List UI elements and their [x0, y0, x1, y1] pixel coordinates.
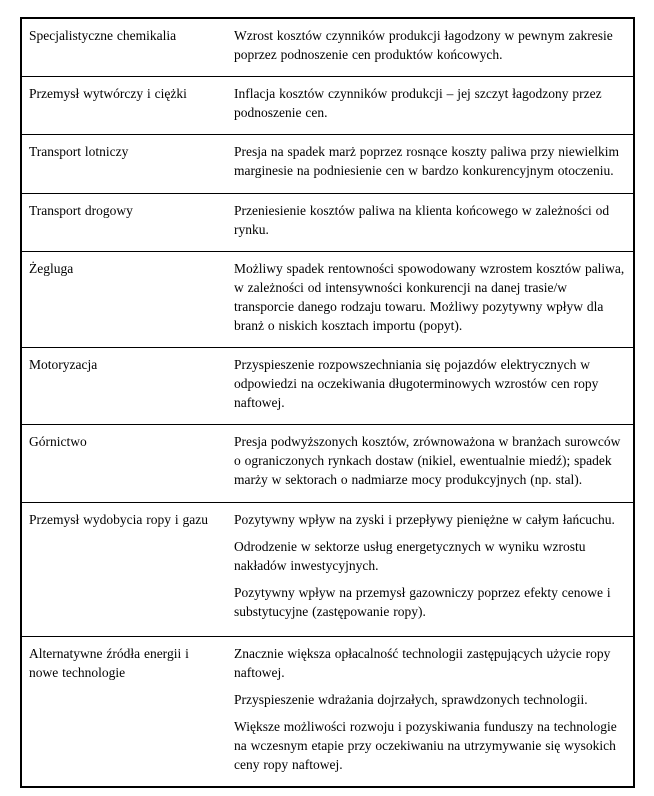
impact-paragraph: Większe możliwości rozwoju i pozyskiwania funduszy na technologie na wczesnym etapie przy oczekiwaniu na utrzymywanie się wysokich ceny ropy naftowej.	[234, 719, 617, 772]
industry-label: Przemysł wytwórczy i ciężki	[29, 86, 187, 101]
industry-impact-table	[20, 17, 635, 788]
impact-paragraph: Znacznie większa opłacalność technologii zastępujących użycie ropy naftowej.	[234, 646, 611, 680]
impact-paragraph: Możliwy spadek rentowności spowodowany wzrostem kosztów paliwa, w zależności od intensywności konkurencji na danej trasie/w transporcie danego rodzaju towaru. Możliwy pozytywny wpływ dla branż o niskich kosztach importu (popyt).	[234, 261, 625, 333]
impact-cell	[227, 503, 634, 637]
impact-cell	[227, 425, 634, 503]
impact-paragraph: Przeniesienie kosztów paliwa na klienta końcowego w zależności od rynku.	[234, 203, 610, 237]
impact-paragraph: Inflacja kosztów czynników produkcji – jej szczyt łagodzony przez podnoszenie cen.	[234, 86, 602, 120]
industry-cell	[21, 503, 227, 637]
table-row	[21, 77, 634, 135]
table-row	[21, 194, 634, 252]
industry-label: Żegluga	[29, 261, 74, 276]
impact-paragraph: Przyspieszenie wdrażania dojrzałych, sprawdzonych technologii.	[234, 692, 588, 707]
impact-cell	[227, 252, 634, 348]
industry-label: Przemysł wydobycia ropy i gazu	[29, 512, 208, 527]
industry-cell	[21, 348, 227, 425]
industry-label: Transport lotniczy	[29, 144, 129, 159]
impact-paragraph: Odrodzenie w sektorze usług energetycznych w wyniku wzrostu nakładów inwestycyjnych.	[234, 539, 586, 573]
industry-label: Motoryzacja	[29, 357, 98, 372]
table-row	[21, 503, 634, 637]
industry-label: Transport drogowy	[29, 203, 133, 218]
impact-cell	[227, 135, 634, 194]
impact-cell	[227, 348, 634, 425]
impact-paragraph: Przyspieszenie rozpowszechniania się pojazdów elektrycznych w odpowiedzi na oczekiwania długoterminowych wzrostów cen ropy naftowej.	[234, 357, 599, 410]
industry-cell	[21, 425, 227, 503]
industry-cell	[21, 194, 227, 252]
table-row	[21, 135, 634, 194]
industry-label: Specjalistyczne chemikalia	[29, 28, 177, 43]
table-row	[21, 637, 634, 788]
industry-label: Górnictwo	[29, 434, 87, 449]
impact-cell	[227, 194, 634, 252]
industry-cell	[21, 18, 227, 77]
impact-cell	[227, 18, 634, 77]
impact-paragraph: Pozytywny wpływ na przemysł gazowniczy poprzez efekty cenowe i substytucyjne (zastępowanie ropy).	[234, 585, 611, 619]
industry-cell	[21, 77, 227, 135]
impact-paragraph: Presja na spadek marż poprzez rosnące koszty paliwa przy niewielkim marginesie na podniesienie cen w bardzo konkurencyjnym otoczeniu.	[234, 144, 619, 178]
industry-label: Alternatywne źródła energii i nowe technologie	[29, 646, 189, 680]
table-row	[21, 425, 634, 503]
impact-cell	[227, 637, 634, 788]
table-row	[21, 252, 634, 348]
table-row	[21, 348, 634, 425]
impact-paragraph: Wzrost kosztów czynników produkcji łagodzony w pewnym zakresie poprzez podnoszenie cen produktów końcowych.	[234, 28, 613, 62]
impact-paragraph: Presja podwyższonych kosztów, zrównoważona w branżach surowców o ograniczonych rynkach dostaw (nikiel, ewentualnie miedź); spadek marży w sektorach o nadmiarze mocy produkcyjnych (np. stal).	[234, 434, 621, 487]
industry-cell	[21, 252, 227, 348]
industry-cell	[21, 135, 227, 194]
impact-paragraph: Pozytywny wpływ na zyski i przepływy pieniężne w całym łańcuchu.	[234, 512, 615, 527]
table-row	[21, 18, 634, 77]
industry-cell	[21, 637, 227, 788]
impact-cell	[227, 77, 634, 135]
